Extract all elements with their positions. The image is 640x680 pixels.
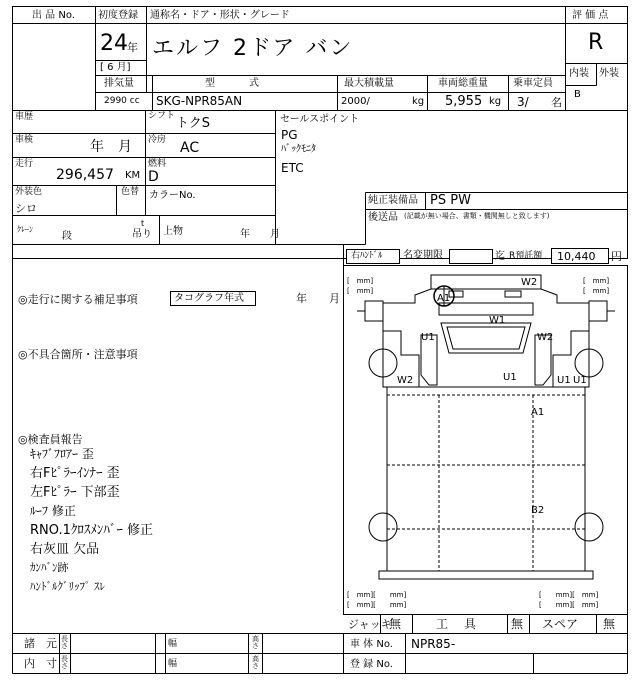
registration-deadline-suffix: 迄 xyxy=(495,251,505,262)
later-items-label: 後送品 xyxy=(368,212,398,223)
max-load-value: 2000/ xyxy=(341,96,370,107)
spec-width-label: 幅 xyxy=(168,639,178,649)
mileage-value: 296,457 xyxy=(56,167,114,183)
handle-value: 右ﾊﾝﾄﾞﾙ xyxy=(351,251,383,261)
inspector-item: ﾙｰﾌ 修正 xyxy=(30,504,76,518)
mm-label: [ mm] xyxy=(347,287,374,295)
damage-mark-u1-center: U1 xyxy=(503,372,517,383)
model-label: 通称名・ドア・形状・グレード xyxy=(150,10,290,21)
model-name: エルフ 2ドア バン xyxy=(152,36,354,61)
interior-grade: B xyxy=(574,89,581,100)
recycle-value: 10,440 xyxy=(557,250,596,263)
mileage-label: 走行 xyxy=(15,159,34,169)
tachograph-date: 年 月 xyxy=(296,292,340,305)
capacity-unit: 名 xyxy=(551,96,562,109)
capacity-label: 乗車定員 xyxy=(513,78,553,89)
overall-grade: R xyxy=(588,30,604,55)
ac-value: AC xyxy=(180,140,200,156)
displacement-value: 2990 cc xyxy=(104,96,140,106)
shift-label: シフト xyxy=(148,111,176,121)
crane-tonnage-unit: t xyxy=(141,219,145,228)
upper-body-label: 上物 xyxy=(163,226,183,237)
defect-notes-label: ◎不具合箇所・注意事項 xyxy=(18,348,138,361)
gross-weight-label: 車両総重量 xyxy=(438,78,488,89)
crane-label: ｸﾚｰﾝ xyxy=(17,225,33,234)
registration-deadline-label: 名変期限 xyxy=(403,250,443,261)
inspector-item: 右灰皿 欠品 xyxy=(30,542,100,557)
recycle-label: R預託額 xyxy=(509,251,543,261)
spare-label: スペア xyxy=(542,617,579,631)
damage-mark-a1-body: A1 xyxy=(531,407,545,418)
chassis-number-value: NPR85- xyxy=(411,637,456,651)
max-load-unit: kg xyxy=(412,96,425,107)
damage-mark-w2-right: W2 xyxy=(537,332,554,343)
capacity-value: 3/ xyxy=(517,95,529,109)
jack-value: 無 xyxy=(389,617,402,631)
fuel-value: D xyxy=(148,169,159,185)
registration-number-label: 登 録 No. xyxy=(350,659,393,670)
equipment-value: PS PW xyxy=(430,193,471,208)
max-load-label: 最大積載量 xyxy=(344,78,394,89)
damage-mark-w2-front: W2 xyxy=(521,277,538,288)
tools-label: 工 具 xyxy=(436,617,479,631)
mm-label: [ mm][ mm] xyxy=(347,601,407,609)
sales-point-label: セールスポイント xyxy=(280,114,360,125)
inner-height-label: 高さ xyxy=(252,655,259,670)
type-label: 型 式 xyxy=(205,78,260,89)
damage-mark-w1: W1 xyxy=(489,315,506,326)
inspector-item: ｶﾝﾊﾞﾝ跡 xyxy=(30,561,69,574)
gross-weight-value: 5,955 xyxy=(445,94,483,109)
chassis-number-label: 車 体 No. xyxy=(350,639,393,650)
inspector-item: 右Fﾋﾟﾗｰｲﾝﾅｰ 歪 xyxy=(30,466,120,481)
history-label: 車歴 xyxy=(15,112,34,122)
shift-value: トクS xyxy=(176,116,210,131)
exterior-label: 外装 xyxy=(599,68,619,79)
handle-box xyxy=(346,249,400,264)
jack-label: ジャッキ xyxy=(348,618,392,631)
truck-damage-diagram xyxy=(343,265,628,615)
damage-mark-u1-left: U1 xyxy=(421,332,435,343)
damage-mark-u1-right: U1 xyxy=(557,375,571,386)
inspector-item: ﾊﾝﾄﾞﾙｸﾞﾘｯﾌﾟ ｽﾚ xyxy=(30,580,105,593)
registration-deadline-box xyxy=(449,249,493,264)
spec-height-label: 高さ xyxy=(252,635,259,650)
exterior-color-value: シロ xyxy=(15,202,37,215)
inspection-label: 車検 xyxy=(15,135,34,145)
cargo-body xyxy=(387,387,585,571)
mm-label: [ mm][ mm] xyxy=(347,591,407,599)
upper-body-date: 年 月 xyxy=(240,229,280,240)
inspector-item: ｷｬﾌﾞﾌﾛｱｰ 歪 xyxy=(30,447,94,461)
color-number-label: カラーNo. xyxy=(149,190,196,201)
inner-length-label: 長さ xyxy=(61,655,68,670)
interior-label: 内装 xyxy=(569,68,589,79)
mm-label: [ mm] xyxy=(583,277,610,285)
equipment-label: 純正装備品 xyxy=(368,195,418,206)
damage-mark-b2: B2 xyxy=(531,505,545,516)
mileage-unit: KM xyxy=(125,170,141,181)
tachograph-label: タコグラフ年式 xyxy=(174,293,244,304)
crane-steps: 段 xyxy=(62,231,72,242)
gross-weight-unit: kg xyxy=(489,96,502,107)
later-items-note: (記載が無い場合、書類・機関無しと致します) xyxy=(404,212,550,220)
color-change-label: 色替 xyxy=(121,187,140,197)
damage-mark-w2-left: W2 xyxy=(397,375,414,386)
tools-value: 無 xyxy=(511,617,524,631)
inspector-item: 左Fﾋﾟﾗｰ 下部歪 xyxy=(30,485,120,500)
recycle-unit: 円 xyxy=(611,250,622,263)
spec-length-label: 長さ xyxy=(61,635,68,650)
registration-year: 24 xyxy=(100,31,128,56)
inspector-item: RNO.1ｸﾛｽﾒﾝﾊﾞｰ 修正 xyxy=(30,523,153,538)
model-type-value: SKG-NPR85AN xyxy=(156,94,243,108)
sales-point-1: PG xyxy=(281,128,298,142)
grade-label: 評 価 点 xyxy=(572,10,609,21)
specifications-label: 諸 元 xyxy=(24,637,57,650)
damage-mark-u1-side: U1 xyxy=(573,375,587,386)
sales-point-2: ﾊﾞｯｸﾓﾆﾀ xyxy=(281,144,316,155)
driving-notes-label: ◎走行に関する補足事項 xyxy=(18,293,138,306)
mm-label: [ mm][ mm] xyxy=(539,601,599,609)
inspector-report-label: ◎検査員報告 xyxy=(18,433,83,446)
mm-label: [ mm][ mm] xyxy=(539,591,599,599)
cab-outline xyxy=(383,289,589,387)
recycle-box xyxy=(551,248,609,264)
registration-year-unit: 年 xyxy=(127,41,138,54)
inspection-value: 年 月 xyxy=(90,139,132,155)
first-registration-label: 初度登録 xyxy=(98,10,138,21)
tachograph-box xyxy=(170,291,256,306)
spare-value: 無 xyxy=(603,617,616,631)
ac-label: 冷房 xyxy=(148,135,167,145)
mm-label: [ mm] xyxy=(583,287,610,295)
displacement-label: 排気量 xyxy=(104,78,134,89)
inner-width-label: 幅 xyxy=(168,659,178,669)
damage-mark-a1-front: A1 xyxy=(437,293,451,304)
lot-no-label: 出 品 No. xyxy=(32,10,75,21)
registration-month: [ 6 月] xyxy=(100,62,131,73)
inner-dimensions-label: 内 寸 xyxy=(24,657,57,670)
sales-point-3: ETC xyxy=(281,161,304,175)
fuel-label: 燃料 xyxy=(148,159,167,169)
exterior-color-label: 外装色 xyxy=(15,187,43,197)
mm-label: [ mm] xyxy=(347,277,374,285)
crane-lift: 吊り xyxy=(132,229,152,240)
